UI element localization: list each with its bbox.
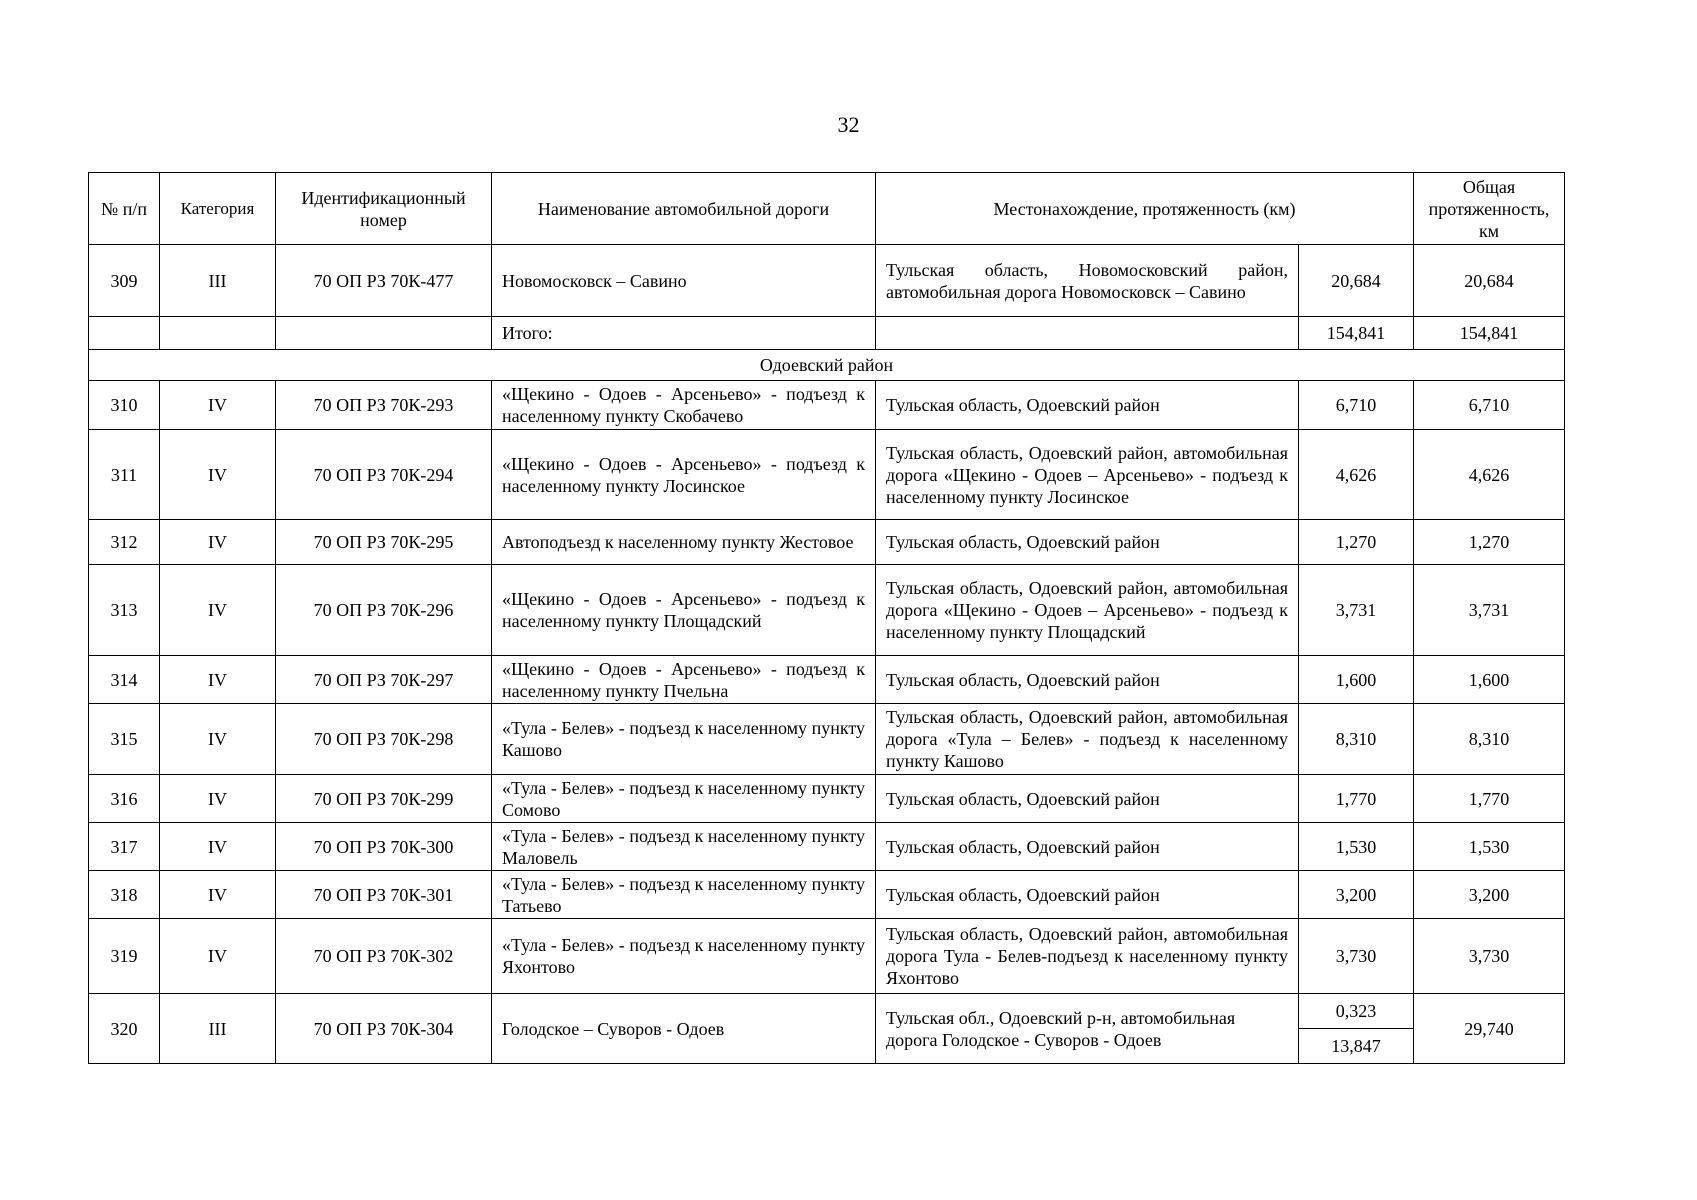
row-category: IV [160, 430, 276, 520]
row-num: 312 [89, 520, 160, 565]
row-length: 1,270 [1299, 520, 1414, 565]
row-name: Автоподъезд к населенному пункту Жестовое [492, 520, 876, 565]
row-length: 6,710 [1299, 381, 1414, 430]
row-id: 70 ОП РЗ 70К-295 [276, 520, 492, 565]
table-row [89, 430, 1565, 520]
row-length: 3,730 [1299, 919, 1414, 994]
total-empty [160, 317, 276, 350]
page-number: 32 [837, 112, 860, 137]
row-location: Тульская область, Одоевский район, автомобильная дорога Тула - Белев-подъезд к населенному пункту Яхонтово [876, 919, 1299, 994]
table-row [89, 245, 1565, 317]
row-num: 311 [89, 430, 160, 520]
total-empty [876, 317, 1299, 350]
row-name: «Щекино - Одоев - Арсеньево» - подъезд к населенному пункту Скобачево [492, 381, 876, 430]
row-name: Новомосковск – Савино [492, 245, 876, 317]
header-id: Идентификационный номер [276, 173, 492, 245]
row-id: 70 ОП РЗ 70К-302 [276, 919, 492, 994]
row-name: «Щекино - Одоев - Арсеньево» - подъезд к населенному пункту Лосинское [492, 430, 876, 520]
row-total: 1,600 [1414, 656, 1565, 704]
row-num: 319 [89, 919, 160, 994]
row-total: 6,710 [1414, 381, 1565, 430]
table-row [89, 994, 1565, 1029]
row-id: 70 ОП РЗ 70К-294 [276, 430, 492, 520]
row-num: 314 [89, 656, 160, 704]
table-row [89, 656, 1565, 704]
row-length-part-1: 0,323 [1299, 994, 1414, 1029]
row-category: IV [160, 565, 276, 656]
row-category: IV [160, 871, 276, 919]
row-location: Тульская область, Одоевский район, автомобильная дорога «Щекино - Одоев – Арсеньево» - подъезд к населенному пункту Площадский [876, 565, 1299, 656]
roads-table [88, 172, 1565, 1064]
row-category: IV [160, 919, 276, 994]
row-length: 20,684 [1299, 245, 1414, 317]
row-id: 70 ОП РЗ 70К-296 [276, 565, 492, 656]
header-row [89, 173, 1565, 245]
row-name: Голодское – Суворов - Одоев [492, 994, 876, 1064]
table-row [89, 919, 1565, 994]
table-row [89, 871, 1565, 919]
table-row [89, 704, 1565, 775]
row-total: 20,684 [1414, 245, 1565, 317]
table-row [89, 381, 1565, 430]
row-num: 317 [89, 823, 160, 871]
row-category: IV [160, 704, 276, 775]
row-category: IV [160, 656, 276, 704]
row-location: Тульская область, Одоевский район [876, 381, 1299, 430]
row-length: 4,626 [1299, 430, 1414, 520]
row-total: 1,530 [1414, 823, 1565, 871]
row-length: 1,770 [1299, 775, 1414, 823]
row-location: Тульская область, Одоевский район [876, 656, 1299, 704]
header-name: Наименование автомобильной дороги [492, 173, 876, 245]
row-id: 70 ОП РЗ 70К-477 [276, 245, 492, 317]
row-total: 3,200 [1414, 871, 1565, 919]
row-id: 70 ОП РЗ 70К-300 [276, 823, 492, 871]
row-length: 1,530 [1299, 823, 1414, 871]
header-category: Категория [160, 173, 276, 245]
row-name: «Тула - Белев» - подъезд к населенному пункту Кашово [492, 704, 876, 775]
row-length: 3,200 [1299, 871, 1414, 919]
row-name: «Тула - Белев» - подъезд к населенному пункту Сомово [492, 775, 876, 823]
row-name: «Тула - Белев» - подъезд к населенному пункту Татьево [492, 871, 876, 919]
row-category: III [160, 994, 276, 1064]
total-sum: 154,841 [1414, 317, 1565, 350]
table-row [89, 775, 1565, 823]
row-id: 70 ОП РЗ 70К-301 [276, 871, 492, 919]
row-id: 70 ОП РЗ 70К-293 [276, 381, 492, 430]
header-total-length: Общая протяженность, км [1414, 173, 1565, 245]
row-total: 3,730 [1414, 919, 1565, 994]
table-row [89, 823, 1565, 871]
row-location: Тульская область, Одоевский район, автомобильная дорога «Тула – Белев» - подъезд к населенному пункту Кашово [876, 704, 1299, 775]
total-row [89, 317, 1565, 350]
row-name: «Тула - Белев» - подъезд к населенному пункту Маловель [492, 823, 876, 871]
section-row [89, 350, 1565, 381]
row-location: Тульская область, Одоевский район, автомобильная дорога «Щекино - Одоев – Арсеньево» - подъезд к населенному пункту Лосинское [876, 430, 1299, 520]
row-location: Тульская область, Одоевский район [876, 871, 1299, 919]
row-num: 309 [89, 245, 160, 317]
row-id: 70 ОП РЗ 70К-297 [276, 656, 492, 704]
row-category: IV [160, 823, 276, 871]
row-location: Тульская область, Одоевский район [876, 775, 1299, 823]
total-empty [89, 317, 160, 350]
total-length: 154,841 [1299, 317, 1414, 350]
row-name: «Щекино - Одоев - Арсеньево» - подъезд к населенному пункту Площадский [492, 565, 876, 656]
row-total: 29,740 [1414, 994, 1565, 1064]
row-num: 318 [89, 871, 160, 919]
row-num: 313 [89, 565, 160, 656]
total-empty [276, 317, 492, 350]
row-category: IV [160, 775, 276, 823]
row-id: 70 ОП РЗ 70К-298 [276, 704, 492, 775]
row-length: 3,731 [1299, 565, 1414, 656]
row-id: 70 ОП РЗ 70К-304 [276, 994, 492, 1064]
row-total: 3,731 [1414, 565, 1565, 656]
row-name: «Щекино - Одоев - Арсеньево» - подъезд к населенному пункту Пчельна [492, 656, 876, 704]
row-location: Тульская область, Одоевский район [876, 823, 1299, 871]
row-length-part-2: 13,847 [1299, 1029, 1414, 1064]
row-category: IV [160, 381, 276, 430]
row-num: 316 [89, 775, 160, 823]
header-num: № п/п [89, 173, 160, 245]
total-label: Итого: [492, 317, 876, 350]
row-total: 4,626 [1414, 430, 1565, 520]
row-num: 315 [89, 704, 160, 775]
section-title: Одоевский район [89, 350, 1565, 381]
row-location: Тульская область, Одоевский район [876, 520, 1299, 565]
row-num: 310 [89, 381, 160, 430]
row-location: Тульская область, Новомосковский район, автомобильная дорога Новомосковск – Савино [876, 245, 1299, 317]
row-total: 1,270 [1414, 520, 1565, 565]
header-location: Местонахождение, протяженность (км) [876, 173, 1414, 245]
row-id: 70 ОП РЗ 70К-299 [276, 775, 492, 823]
row-location: Тульская обл., Одоевский р-н, автомобильная дорога Голодское - Суворов - Одоев [876, 994, 1299, 1064]
row-total: 1,770 [1414, 775, 1565, 823]
row-category: IV [160, 520, 276, 565]
row-length: 1,600 [1299, 656, 1414, 704]
row-name: «Тула - Белев» - подъезд к населенному пункту Яхонтово [492, 919, 876, 994]
row-length: 8,310 [1299, 704, 1414, 775]
row-category: III [160, 245, 276, 317]
table-row [89, 565, 1565, 656]
row-num: 320 [89, 994, 160, 1064]
row-total: 8,310 [1414, 704, 1565, 775]
table-row [89, 520, 1565, 565]
